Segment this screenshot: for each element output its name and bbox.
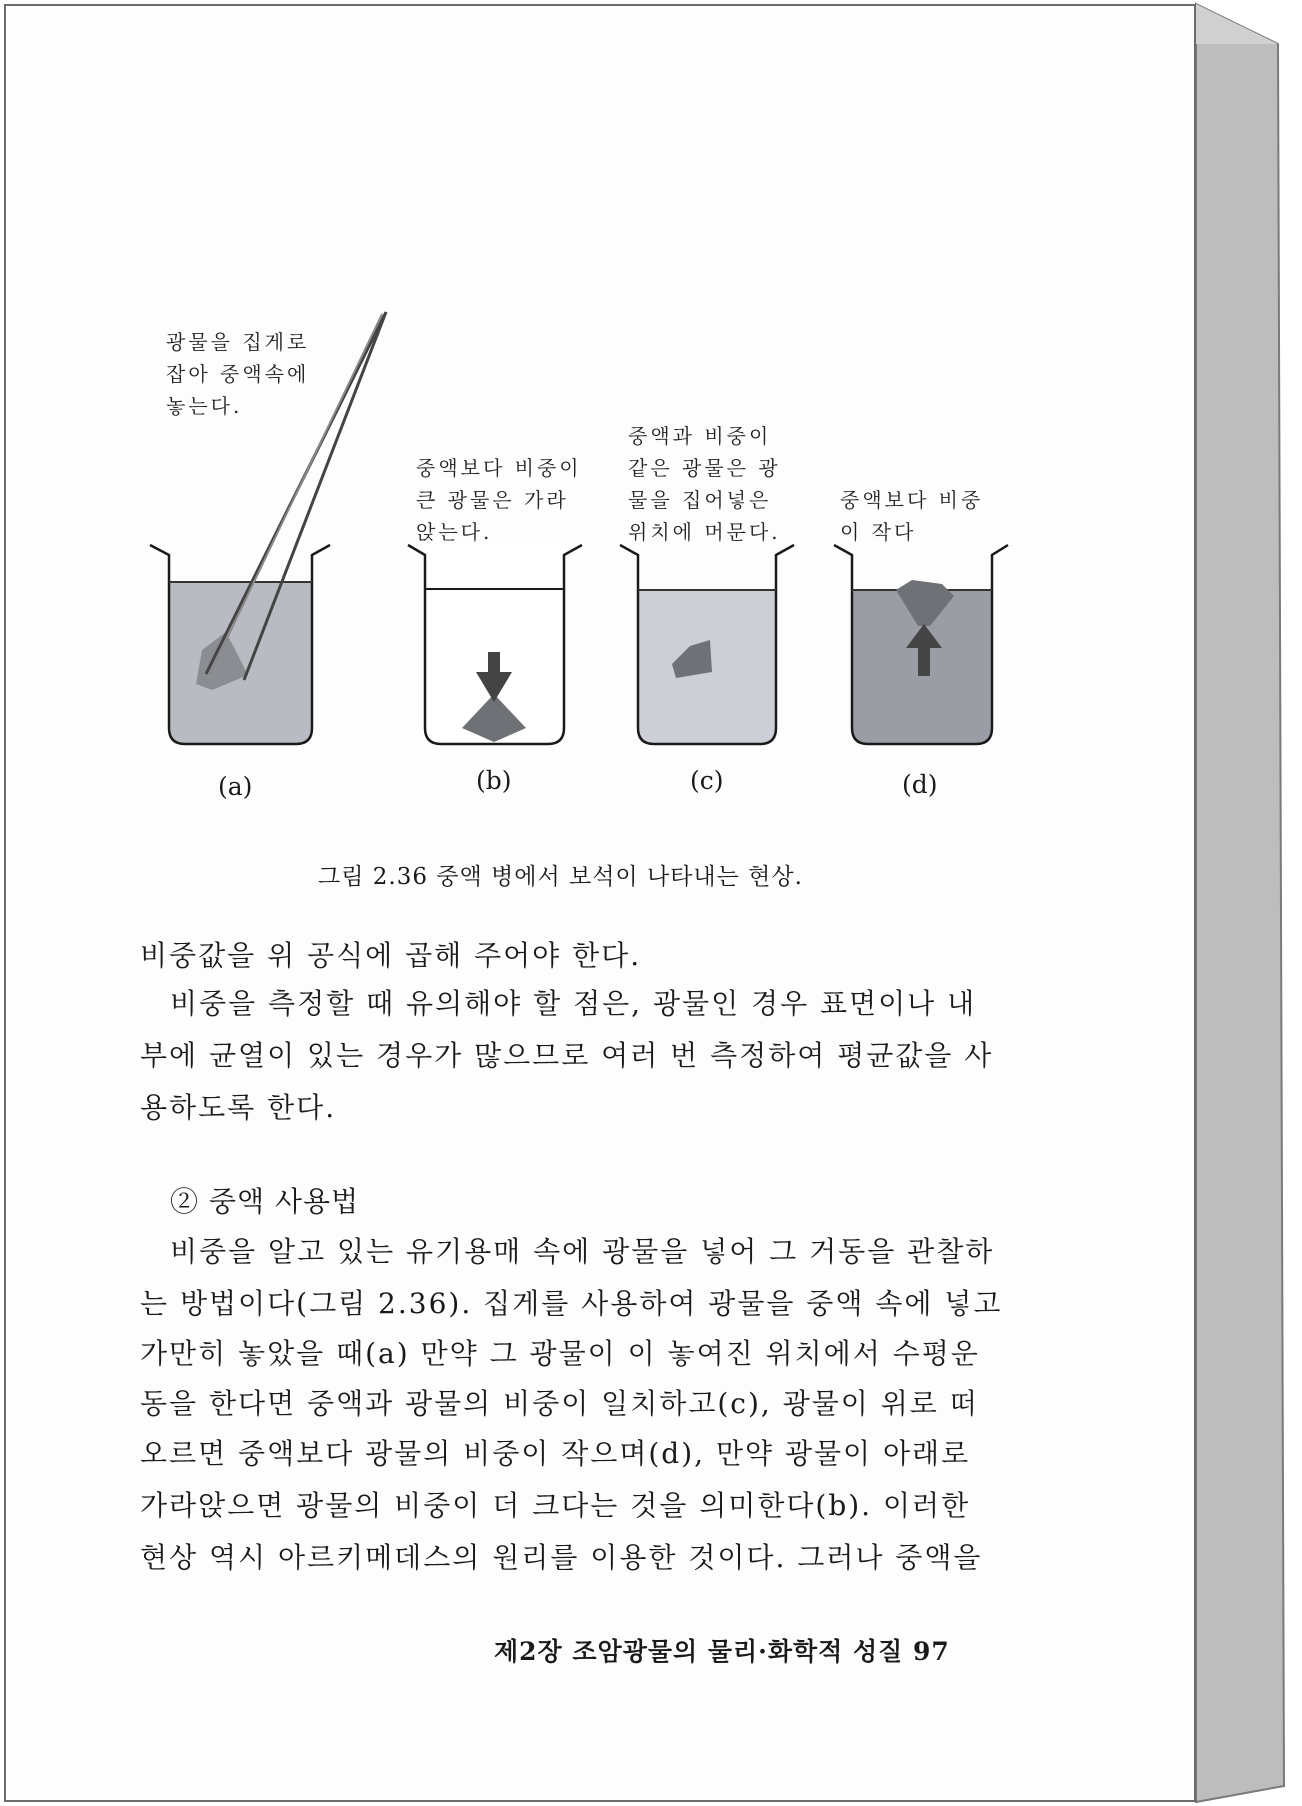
body-line: 용하도록 한다.	[140, 1091, 337, 1124]
annotation-b: 중액보다 비중이 큰 광물은 가라 앉는다.	[416, 456, 582, 544]
annotation-c: 중액과 비중이 같은 광물은 광 물을 집어넣은 위치에 머문다.	[628, 424, 781, 544]
section-subheading: ② 중액 사용법	[170, 1185, 360, 1218]
annotation-a: 광물을 집게로 잡아 중액속에 놓는다.	[166, 330, 310, 418]
body-line: 비중을 측정할 때 유의해야 할 점은, 광물인 경우 표면이나 내	[170, 987, 977, 1020]
panel-label-a: (a)	[218, 772, 253, 801]
body-line: 가라앉으면 광물의 비중이 더 크다는 것을 의미한다(b). 이러한	[140, 1489, 971, 1522]
body-line: 비중을 알고 있는 유기용매 속에 광물을 넣어 그 거동을 관찰하	[170, 1235, 995, 1268]
body-line: 동을 한다면 중액과 광물의 비중이 일치하고(c), 광물이 위로 떠	[140, 1387, 979, 1420]
body-line: 부에 균열이 있는 경우가 많으므로 여러 번 측정하여 평균값을 사	[140, 1039, 994, 1072]
panel-label-d: (d)	[902, 770, 938, 799]
body-line: 가만히 놓았을 때(a) 만약 그 광물이 이 놓여진 위치에서 수평운	[140, 1337, 980, 1370]
body-line: 오르면 중액보다 광물의 비중이 작으며(d), 만약 광물이 아래로	[140, 1437, 971, 1470]
body-line: 비중값을 위 공식에 곱해 주어야 한다.	[140, 939, 642, 972]
figure-caption: 그림 2.36 중액 병에서 보석이 나타내는 현상.	[318, 864, 803, 890]
page-footer: 제2장 조암광물의 물리·화학적 성질 97	[494, 1637, 950, 1666]
beaker-d	[834, 545, 1008, 744]
annotation-d: 중액보다 비중 이 작다	[840, 488, 984, 544]
panel-label-c: (c)	[690, 766, 724, 795]
panel-label-b: (b)	[476, 766, 512, 795]
beaker-c	[620, 545, 794, 744]
beaker-b	[408, 545, 582, 744]
body-line: 는 방법이다(그림 2.36). 집게를 사용하여 광물을 중액 속에 넣고	[140, 1287, 1003, 1320]
body-line: 현상 역시 아르키메데스의 원리를 이용한 것이다. 그러나 중액을	[140, 1541, 983, 1574]
